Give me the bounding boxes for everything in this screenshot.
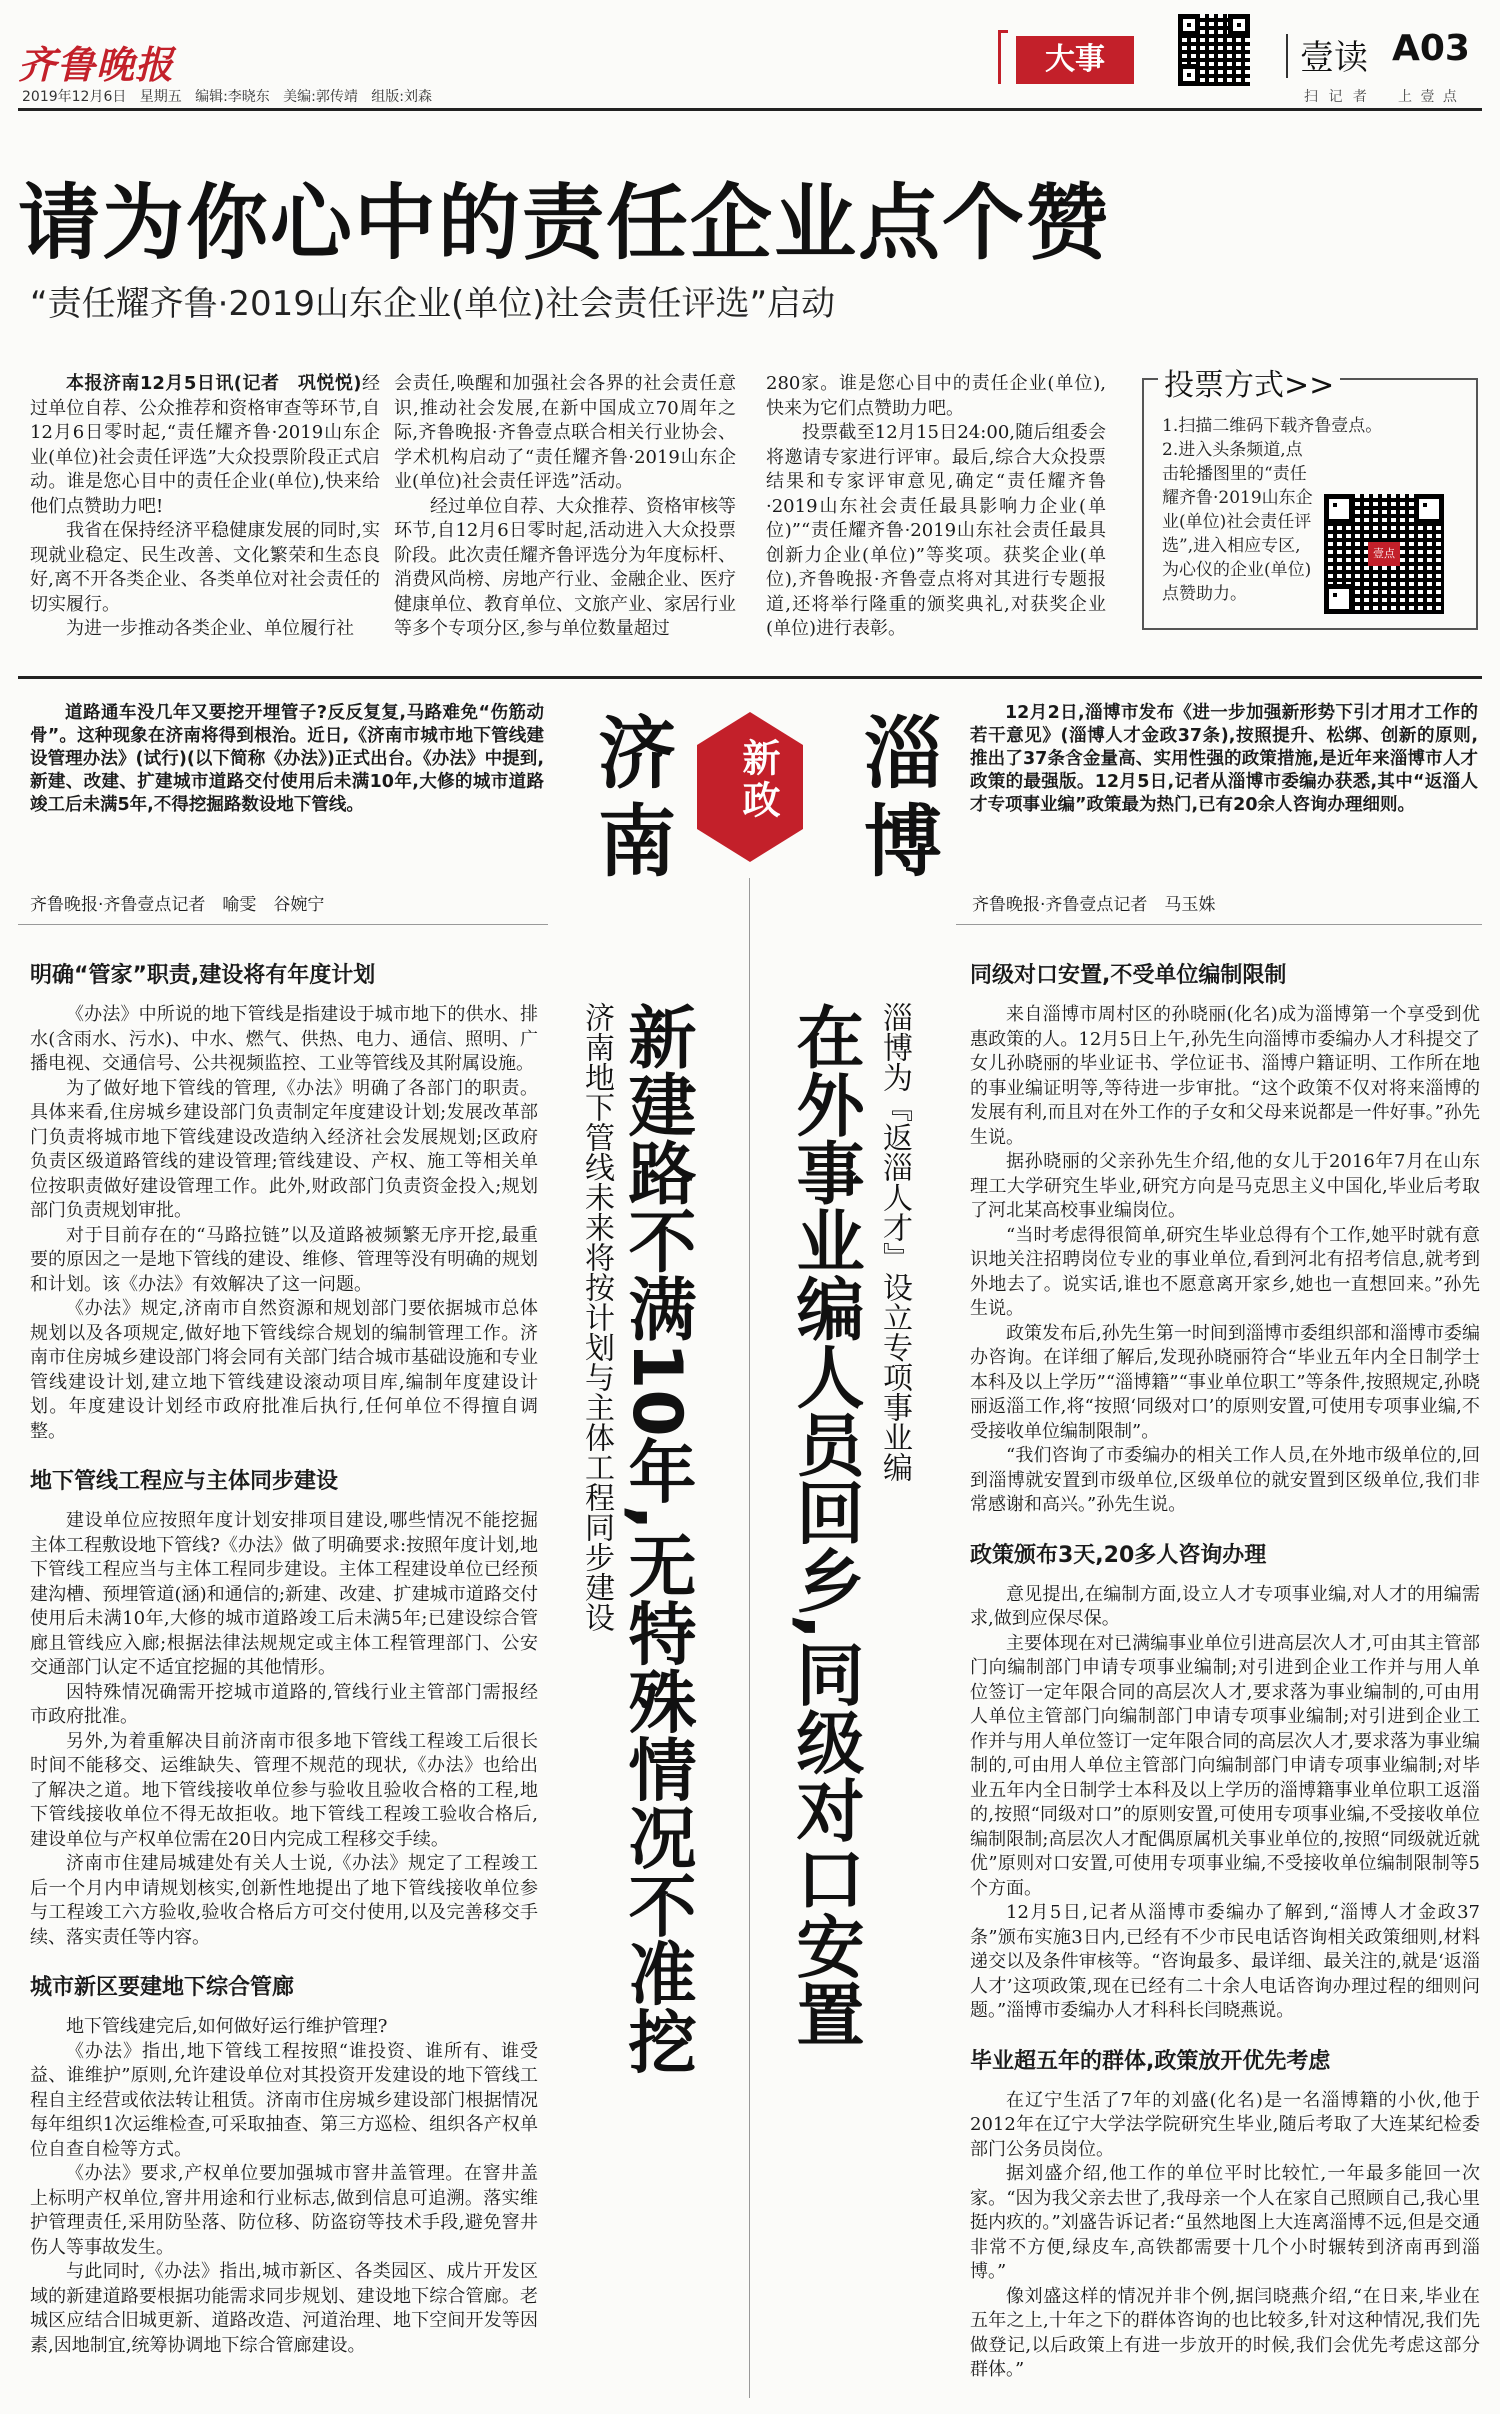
- zibo-paragraph: 主要体现在对已满编事业单位引进高层次人才,可由其主管部门向编制部门申请专项事业编制;对引进到企业工作并与用人单位签订一定年限合同的高层次人才,要求落为事业编制的,可由用人单位主管部门向编制部门申请专项事业编制;对引进到企业工作并与用人单位签订一定年限合同的高层次人才,要求落为事业编制的,可由用人单位主管部门向编制部门申请专项事业编制;对毕业五年内全日制学士本科及以上学历的淄博籍事业单位职工返淄的,按照“同级对口”的原则安置,可使用专项事业编,不受接收单位编制限制;高层次人才配偶原属机关事业单位的,按照“同级就近就优”原则对口安置,可使用专项事业编,不受接收单位编制限制等5个方面。: [970, 1632, 1480, 1899]
- jinan-city-label: 济南: [585, 712, 675, 888]
- vote-box: [1142, 368, 1478, 630]
- lead-bottom-rule: [18, 676, 1482, 679]
- jinan-paragraph: 济南市住建局城建处有关人士说,《办法》规定了工程竣工后一个月内申请规划核实,创新性地提出了地下管线接收单位参与工程竣工六方验收,验收合格后方可交付使用,以及完善移交手续、落实责任等内容。: [30, 1853, 538, 1948]
- issue-weekday: 星期五: [139, 89, 182, 105]
- lead-paragraph: 为进一步推动各类企业、单位履行社: [66, 618, 354, 639]
- jinan-lead-text: 道路通车没几年又要挖开埋管子?反反复复,马路难免“伤筋动骨”。这种现象在济南将得到根治。近日,《济南市城市地下管线建设管理办法》(试行)(以下简称《办法》)正式出台。《办法》中提到,新建、改建、扩建城市道路交付使用后未满10年,大修的城市道路竣工后未满5年,不得挖掘路数设地下管线。: [30, 703, 544, 815]
- zibo-subheading: 毕业超五年的群体,政策放开优先考虑: [970, 2048, 1331, 2074]
- qr-center-label: 壹点: [1368, 542, 1400, 566]
- zibo-paragraph: 来自淄博市周村区的孙晓丽(化名)成为淄博第一个享受到优惠政策的人。12月5日上午,孙先生向淄博市委编办人才科提交了女儿孙晓丽的毕业证书、学位证书、淄博户籍证明、工作所在地的事业编证明等,等待进一步审批。“这个政策不仅对将来淄博的发展有利,而且对在外工作的子女和父母来说都是一件好事。”孙先生说。: [970, 1004, 1480, 1148]
- vote-step-text: 2.进入头条频道,点击轮播图里的“责任耀齐鲁·2019山东企业(单位)社会责任评选”,进入相应专区,为心仪的企业(单位)点赞助力。: [1162, 440, 1313, 604]
- policy-badge-text: 新政: [736, 738, 780, 822]
- qr-caption: 扫 记 者: [1304, 89, 1370, 105]
- zibo-city-label: 淄博: [851, 712, 941, 888]
- jinan-subheading: 明确“管家”职责,建设将有年度计划: [30, 963, 376, 988]
- zibo-paragraph: 据孙晓丽的父亲孙先生介绍,他的女儿于2016年7月在山东理工大学研究生毕业,研究方向是马克思主义中国化,毕业后考取了河北某高校事业编岗位。: [970, 1151, 1480, 1221]
- jinan-paragraph: 另外,为着重解决目前济南市很多地下管线工程竣工后很长时间不能移交、运维缺失、管理不规范的现状,《办法》也给出了解决之道。地下管线接收单位参与验收且验收合格的工程,地下管线接收单位不得无故拒收。地下管线工程竣工验收合格后,建设单位与产权单位需在20日内完成工程移交手续。: [30, 1730, 538, 1850]
- jinan-headline: 新建路不满10年,无特殊情况不准挖: [617, 1002, 696, 2075]
- vote-step: 1.扫描二维码下载齐鲁壹点。: [1162, 416, 1383, 436]
- lead-headline: 请为你心中的责任企业点个赞: [18, 176, 1111, 271]
- jinan-paragraph: 因特殊情况确需开挖城市道路的,管线行业主管部门需报经市政府批准。: [30, 1681, 538, 1727]
- zibo-paragraph: 12月5日,记者从淄博市委编办了解到,“淄博人才金政37条”颁布实施3日内,已经有不少市民电话咨询相关政策细则,材料递交以及条件审核等。“咨询最多、最详细、最关注的,就是‘返淄人才’这项政策,现在已经有二十余人电话咨询办理过程的细则问题。”淄博市委编办人才科科长闫晓燕说。: [970, 1902, 1480, 2021]
- lead-dateline: 本报济南12月5日讯(记者 巩悦悦): [66, 373, 362, 394]
- layout-credit: 组版:刘森: [371, 89, 432, 105]
- zibo-byline: 齐鲁晚报·齐鲁壹点记者 马玉姝: [972, 895, 1216, 915]
- policy-badge: [697, 712, 803, 862]
- masthead-rule: [18, 108, 1482, 111]
- center-divider: [749, 878, 750, 2398]
- zibo-paragraph: “我们咨询了市委编办的相关工作人员,在外地市级单位的,回到淄博就安置到市级单位,区级单位的就安置到区级单位,我们非常感谢和高兴。”孙先生说。: [970, 1445, 1480, 1515]
- zibo-paragraph: 在辽宁生活了7年的刘盛(化名)是一名淄博籍的小伙,他于2012年在辽宁大学法学院研究生毕业,随后考取了大连某纪检委部门公务员岗位。: [970, 2089, 1480, 2160]
- jinan-paragraph: 《办法》规定,济南市自然资源和规划部门要依据城市总体规划以及各项规定,做好地下管线综合规划的编制管理工作。济南市住房城乡建设部门将会同有关部门结合城市基础设施和专业管线建设计划,建立地下管线建设滚动项目库,编制年度建设计划。年度建设计划经市政府批准后执行,任何单位不得擅自调整。: [30, 1298, 538, 1442]
- jinan-paragraph: 与此同时,《办法》指出,城市新区、各类园区、成片开发区域的新建道路要根据功能需求同步规划、建设地下综合管廊。老城区应结合旧城更新、道路改造、河道治理、地下空间开发等因素,因地制宜,统筹协调地下综合管廊建设。: [30, 2261, 538, 2356]
- jinan-paragraph: 为了做好地下管线的管理,《办法》明确了各部门的职责。具体来看,住房城乡建设部门负责制定年度建设计划;发展改革部门负责将城市地下管线建设改造纳入经济社会发展规划;区政府负责区级道路管线的建设管理;管线建设、产权、施工等相关单位按职责做好建设管理工作。此外,财政部门负责资金投入;规划部门负责规划审批。: [30, 1077, 538, 1221]
- section-label: 大事: [1016, 36, 1134, 84]
- art-credit: 美编:郭传靖: [283, 89, 358, 105]
- page-caption: 上 壹 点: [1398, 89, 1459, 105]
- zibo-paragraph: 像刘盛这样的情况并非个例,据闫晓燕介绍,“在日来,毕业在五年之上,十年之下的群体咨询的也比较多,针对这种情况,我们先做登记,以后政策上有进一步放开的时候,我们会优先考虑这部分群体。”: [970, 2285, 1480, 2380]
- zibo-paragraph: “当时考虑得很简单,研究生毕业总得有个工作,她平时就有意识地关注招聘岗位专业的事业单位,看到河北有招考信息,就考到外地去了。说实话,谁也不愿意离开家乡,她也一直想回来。”孙先生说。: [970, 1224, 1480, 1319]
- jinan-lead: [30, 702, 544, 832]
- page-label: 壹读: [1300, 38, 1368, 78]
- zibo-lead-text: 12月2日,淄博市发布《进一步加强新形势下引才用才工作的若干意见》(淄博人才金政37条),按照提升、松绑、创新的原则,推出了37条含金量高、实用性强的政策措施,是近年来淄博市人才政策的最强版。12月5日,记者从淄博市委编办获悉,其中“返淄人才专项事业编”政策最为热门,已有20余人咨询办理细则。: [970, 703, 1478, 815]
- jinan-paragraph: 建设单位应按照年度计划安排项目建设,哪些情况不能挖掘主体工程敷设地下管线?《办法》做了明确要求:按照年度计划,地下管线工程应当与主体工程同步建设。主体工程建设单位已经预建沟槽、预埋管道(涵)和通信的;新建、改建、扩建城市道路交付使用后未满10年,大修的城市道路竣工后未满5年;已建设综合管廊且管线应入廊;根据法律法规规定或主体工程管理部门、公安交通部门认定不适宜挖掘的其他情形。: [30, 1510, 538, 1678]
- lead-paragraph: 投票截至12月15日24:00,随后组委会将邀请专家进行评审。最后,综合大众投票结果和专家评审意见,确定“责任耀齐鲁·2019山东社会责任最具影响力企业(单位)”“责任耀齐鲁·2019山东社会责任最具创新力企业(单位)”等奖项。获奖企业(单位),齐鲁晚报·齐鲁壹点将对其进行专题报道,还将举行隆重的颁奖典礼,对获奖企业(单位)进行表彰。: [766, 422, 1106, 639]
- reporter-qr-code[interactable]: [1178, 14, 1250, 86]
- jinan-subheading: 地下管线工程应与主体同步建设: [30, 1469, 339, 1494]
- jinan-byline: 齐鲁晚报·齐鲁壹点记者 喻雯 谷婉宁: [30, 895, 325, 915]
- zibo-subheading: 同级对口安置,不受单位编制限制: [970, 963, 1287, 988]
- zibo-kicker: 淄博为『返淄人才』设立专项事业编: [877, 1002, 912, 1482]
- vote-step: [1162, 438, 1314, 606]
- editor-credit: 编辑:李晓东: [195, 89, 270, 105]
- jinan-paragraph: 《办法》中所说的地下管线是指建设于城市地下的供水、排水(含雨水、污水)、中水、燃气、供热、电力、通信、照明、广播电视、交通信号、公共视频监控、工业等管线及其附属设施。: [30, 1004, 538, 1074]
- lead-column-3: [766, 372, 1106, 642]
- lead-column-2: [394, 372, 736, 642]
- jinan-paragraph: 地下管线建完后,如何做好运行维护管理?: [66, 2016, 388, 2037]
- jinan-paragraph: 对于目前存在的“马路拉链”以及道路被频繁无序开挖,最重要的原因之一是地下管线的建设、维修、管理等没有明确的规划和计划。该《办法》有效解决了这一问题。: [30, 1224, 538, 1295]
- jinan-body: [30, 954, 538, 2402]
- page-number: A03: [1392, 28, 1470, 69]
- zibo-lead: [970, 702, 1478, 832]
- lead-paragraph: 经过单位自荐、公众推荐和资格审查等环节,自12月6日零时起,“责任耀齐鲁·2019山东企业(单位)社会责任评选”大众投票阶段正式启动。谁是您心目中的责任企业(单位),快来给他们点赞助力吧!: [30, 373, 380, 517]
- zibo-body: [970, 954, 1480, 2402]
- vote-box-title: 投票方式>>: [1158, 360, 1340, 404]
- issue-date: 2019年12月6日: [22, 89, 127, 105]
- lead-paragraph: 280家。谁是您心目中的责任企业(单位),快来为它们点赞助力吧。: [766, 373, 1106, 419]
- download-qr-code[interactable]: [1324, 494, 1444, 614]
- issue-info: [22, 86, 432, 106]
- lead-paragraph: 经过单位自荐、大众推荐、资格审核等环节,自12月6日零时起,活动进入大众投票阶段。此次责任耀齐鲁评选分为年度标杆、消费风尚榜、房地产行业、金融企业、医疗健康单位、教育单位、文旅产业、家居行业等多个专项分区,参与单位数量超过: [394, 495, 736, 639]
- lead-paragraph: 会责任,唤醒和加强社会各界的社会责任意识,推动社会发展,在新中国成立70周年之际,齐鲁晚报·齐鲁壹点联合相关行业协会、学术机构启动了“责任耀齐鲁·2019山东企业(单位)社会责任评选”活动。: [394, 373, 736, 492]
- zibo-headline: 在外事业编人员回乡,同级对口安置: [785, 1002, 864, 2048]
- masthead: [0, 0, 1500, 110]
- zibo-paragraph: 政策发布后,孙先生第一时间到淄博市委组织部和淄博市委编办咨询。在详细了解后,发现孙晓丽符合“毕业五年内全日制学士本科及以上学历”“淄博籍”“事业单位职工”等条件,按照规定,孙晓丽返淄工作,将“按照‘同级对口’的原则安置,可使用专项事业编,不受接收单位编制限制”。: [970, 1322, 1480, 1442]
- zibo-paragraph: 意见提出,在编制方面,设立人才专项事业编,对人才的用编需求,做到应保尽保。: [970, 1583, 1480, 1629]
- lead-paragraph: 我省在保持经济平稳健康发展的同时,实现就业稳定、民生改善、文化繁荣和生态良好,离不开各类企业、各类单位对社会责任的切实履行。: [30, 520, 380, 615]
- jinan-subheading: 城市新区要建地下综合管廊: [30, 1975, 295, 2000]
- jinan-paragraph: 《办法》要求,产权单位要加强城市窨井盖管理。在窨井盖上标明产权单位,窨井用途和行业标志,做到信息可追溯。落实维护管理责任,采用防坠落、防位移、防盗窃等技术手段,避免窨井伤人等事故发生。: [30, 2163, 538, 2258]
- newspaper-logo: 齐鲁晚报: [18, 42, 175, 87]
- section-tag: [998, 30, 1158, 84]
- zibo-subheading: 政策颁布3天,20多人咨询办理: [970, 1542, 1267, 1568]
- jinan-kicker: 济南地下管线未来将按计划与主体工程同步建设: [579, 1002, 614, 1632]
- lead-column-1: [30, 372, 380, 642]
- jinan-paragraph: 《办法》指出,地下管线工程按照“谁投资、谁所有、谁受益、谁维护”原则,允许建设单位对其投资开发建设的地下管线工程自主经营或依法转让租赁。济南市住房城乡建设部门根据情况每年组织1次运维检查,可采取抽查、第三方巡检、组织各产权单位自查自检等方式。: [30, 2040, 538, 2160]
- zibo-paragraph: 据刘盛介绍,他工作的单位平时比较忙,一年最多能回一次家。“因为我父亲去世了,我母亲一个人在家自己照顾自己,我心里挺内疚的。”刘盛告诉记者:“虽然地图上大连离淄博不远,但是交通非常不方便,绿皮车,高铁都需要十几个小时辗转到济南再到淄博。”: [970, 2163, 1480, 2282]
- lead-subheadline: “责任耀齐鲁·2019山东企业(单位)社会责任评选”启动: [30, 284, 836, 324]
